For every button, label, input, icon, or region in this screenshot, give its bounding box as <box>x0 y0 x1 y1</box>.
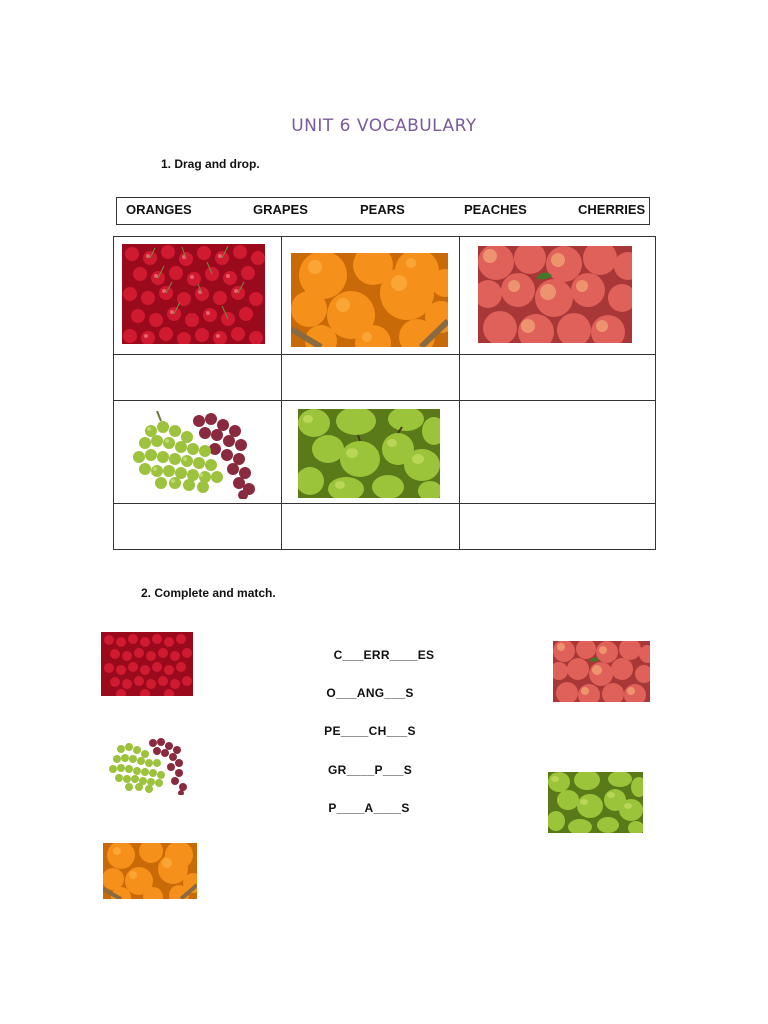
pears-photo <box>548 772 643 833</box>
grapes-photo <box>131 411 259 499</box>
word-peaches[interactable]: PEACHES <box>464 202 527 217</box>
puzzle-oranges[interactable]: O___ANG___S <box>326 686 414 700</box>
cherries-photo <box>101 632 193 696</box>
drop-zone-empty[interactable] <box>460 504 656 550</box>
word-grapes[interactable]: GRAPES <box>253 202 308 217</box>
peaches-photo <box>553 641 650 702</box>
empty-cell <box>460 401 656 504</box>
page-title: UNIT 6 VOCABULARY <box>291 116 477 136</box>
word-pears[interactable]: PEARS <box>360 202 405 217</box>
puzzle-grapes[interactable]: GR____P___S <box>327 763 413 777</box>
grapes-photo <box>107 735 191 795</box>
puzzle-cherries[interactable]: C___ERR____ES <box>333 648 435 662</box>
drop-zone-cherries[interactable] <box>114 355 282 401</box>
word-oranges[interactable]: ORANGES <box>126 202 192 217</box>
word-cherries[interactable]: CHERRIES <box>578 202 646 217</box>
instruction-complete-match: 2. Complete and match. <box>141 586 276 600</box>
cherries-photo <box>122 244 265 344</box>
drop-zone-pears[interactable] <box>282 504 460 550</box>
oranges-photo <box>291 253 448 347</box>
puzzle-pears[interactable]: P____A____S <box>328 801 410 815</box>
oranges-photo <box>103 843 197 899</box>
word-bank <box>116 197 650 225</box>
instruction-drag-drop: 1. Drag and drop. <box>161 157 260 171</box>
drop-zone-peaches[interactable] <box>460 355 656 401</box>
pears-photo <box>298 409 440 498</box>
drop-zone-oranges[interactable] <box>282 355 460 401</box>
puzzle-peaches[interactable]: PE____CH___S <box>324 724 416 738</box>
drop-zone-grapes[interactable] <box>114 504 282 550</box>
peaches-photo <box>478 246 632 343</box>
